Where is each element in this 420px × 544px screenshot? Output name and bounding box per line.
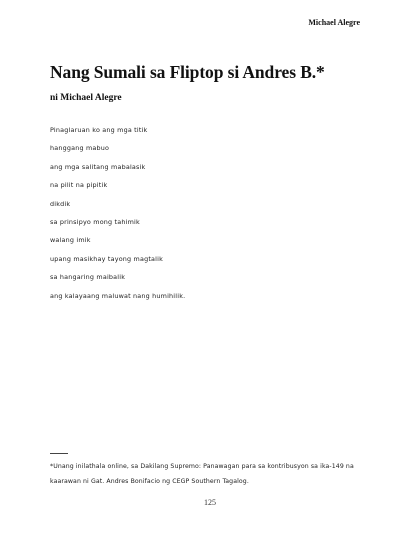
poem-title: Nang Sumali sa Fliptop si Andres B.* <box>50 62 325 82</box>
poem-line: Pinaglaruan ko ang mga titik <box>50 126 148 134</box>
poem-line: dikdik <box>50 199 71 208</box>
footnote-divider <box>50 453 68 454</box>
running-head: Michael Alegre <box>308 18 360 27</box>
poem-body <box>50 125 185 309</box>
page-number: 125 <box>204 498 216 507</box>
poem-line: ang mga salitang mabalasik <box>50 162 146 171</box>
poem-line: upang masikhay tayong magtalik <box>50 254 164 263</box>
poem-line: na pilit na pipitik <box>50 181 108 190</box>
poem-line: sa hangaring maibalik <box>50 273 126 282</box>
poem-line: ang kalayaang maluwat nang humihilik. <box>50 291 186 300</box>
poem-line: sa prinsipyo mong tahimik <box>50 217 140 226</box>
footnote: *Unang inilathala online, sa Dakilang Supremo: Panawagan para sa kontribusyon sa ika-149 na kaarawan ni Gat. Andres Bonifacio ng CEGP Southern Tagalog. <box>50 463 354 485</box>
poem-line: walang imik <box>50 236 91 245</box>
poem-line: hanggang mabuo <box>50 144 110 153</box>
author-byline: ni Michael Alegre <box>50 93 122 103</box>
